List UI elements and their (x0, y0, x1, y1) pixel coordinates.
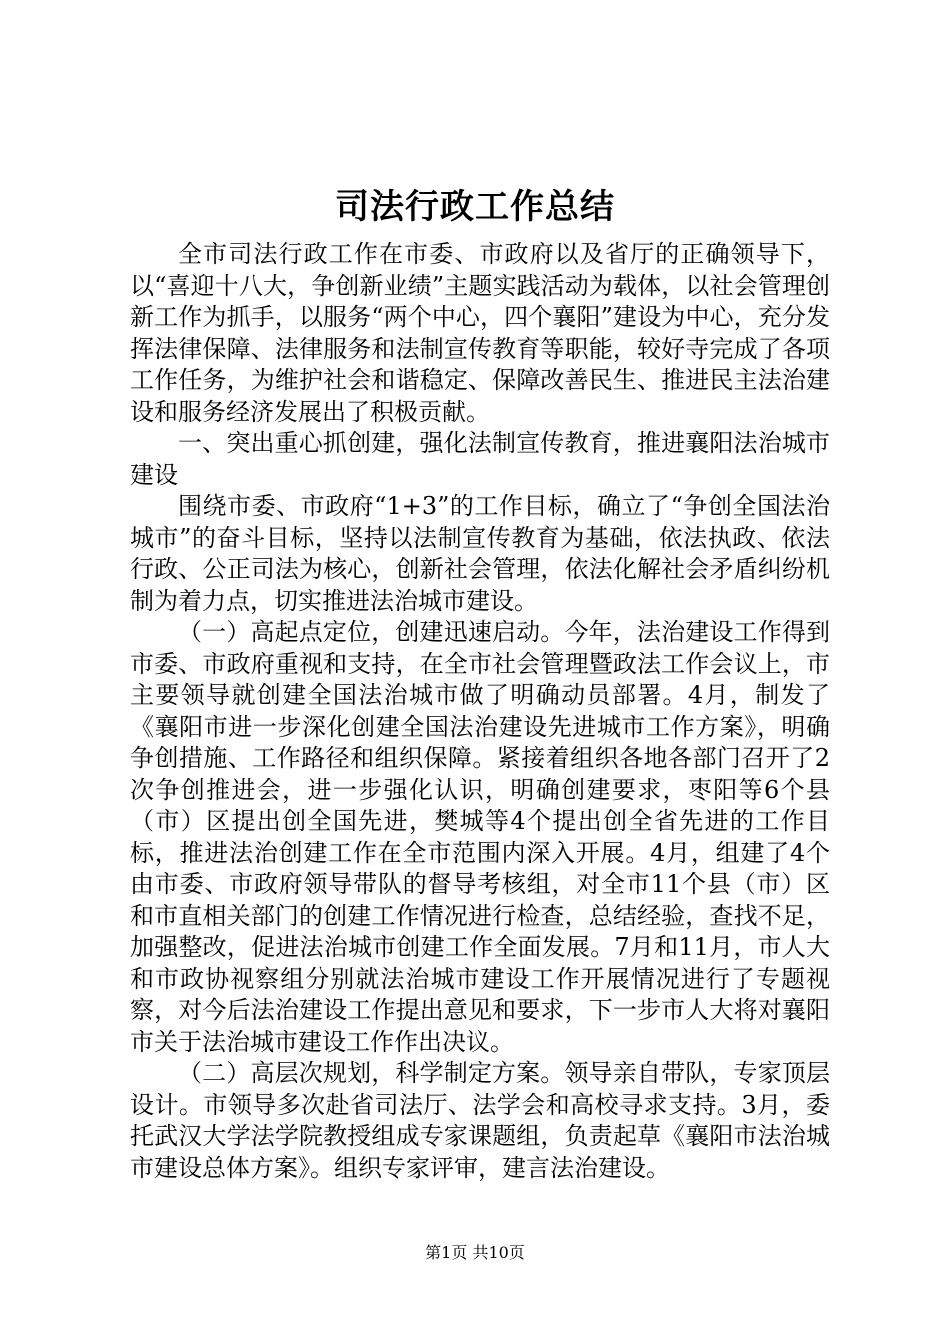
page-number-footer: 第1页 共10页 (425, 1243, 525, 1262)
document-body (130, 239, 830, 1184)
document-title: 司法行政工作总结 (335, 187, 615, 227)
paragraph-section-1: 围绕市委、市政府“1+3”的工作目标，确立了“争创全国法治城市”的奋斗目标，坚持以法制宣传教育为基础，依法执政、依法行政、公正司法为核心，创新社会管理，依法化解社会矛盾纠纷机制为着力点，切实推进法治城市建设。 (130, 492, 830, 615)
paragraph-subsection-1: （一）高起点定位，创建迅速启动。今年，法治建设工作得到市委、市政府重视和支持，在全市社会管理暨政法工作会议上，市主要领导就创建全国法治城市做了明确动员部署。4月，制发了《襄阳市进一步深化创建全国法治建设先进城市工作方案》，明确争创措施、工作路径和组织保障。紧接着组织各地各部门召开了2次争创推进会，进一步强化认识，明确创建要求，枣阳等6个县（市）区提出创全国先进，樊城等4个提出创全省先进的工作目标，推进法治创建工作在全市范围内深入开展。4月，组建了4个由市委、市政府领导带队的督导考核组，对全市11个县（市）区和市直相关部门的创建工作情况进行检查，总结经验，查找不足，加强整改，促进法治城市创建工作全面发展。7月和11月，市人大和市政协视察组分别就法治城市建设工作开展情况进行了专题视察，对今后法治建设工作提出意见和要求，下一步市人大将对襄阳市关于法治城市建设工作作出决议。 (130, 618, 830, 1056)
paragraph-intro: 全市司法行政工作在市委、市政府以及省厅的正确领导下，以“喜迎十八大，争创新业绩”主题实践活动为载体，以社会管理创新工作为抓手，以服务“两个中心，四个襄阳”建设为中心，充分发挥法律保障、法律服务和法制宣传教育等职能，较好寺完成了各项工作任务，为维护社会和谐稳定、保障改善民生、推进民主法治建设和服务经济发展出了积极贡献。 (130, 240, 830, 426)
paragraph-subsection-2: （二）高层次规划，科学制定方案。领导亲自带队，专家顶层设计。市领导多次赴省司法厅、法学会和高校寻求支持。3月，委托武汉大学法学院教授组成专家课题组，负责起草《襄阳市法治城市建设总体方案》。组织专家评审，建言法治建设。 (130, 1059, 830, 1182)
section-heading-1: 一、突出重心抓创建，强化法制宣传教育，推进襄阳法治城市建设 (130, 429, 830, 489)
